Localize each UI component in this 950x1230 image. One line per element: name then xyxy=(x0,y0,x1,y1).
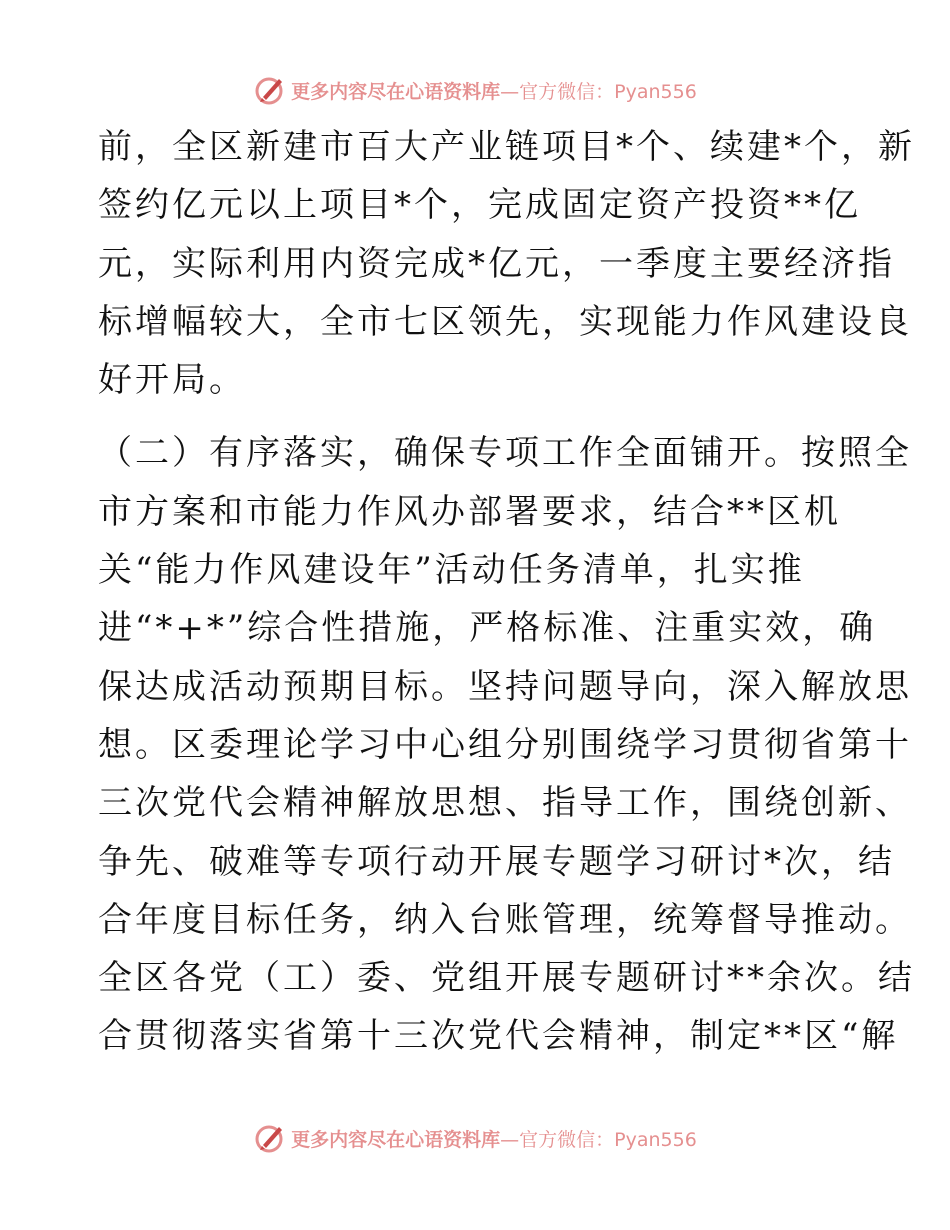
text-line: （二）有序落实，确保专项工作全面铺开。按照全 xyxy=(98,433,912,474)
text-line: 前，全区新建市百大产业链项目*个、续建*个，新 xyxy=(98,127,915,167)
text-line: 想。区委理论学习中心组分别围绕学习贯彻省第十 xyxy=(98,724,912,765)
text-line: 三次党代会精神解放思想、指导工作，围绕创新、 xyxy=(98,783,912,824)
header-watermark-banner xyxy=(0,70,950,110)
footer-watermark-banner xyxy=(0,1118,950,1158)
paragraph-spacer xyxy=(98,409,858,424)
text-line: 好开局。 xyxy=(98,360,246,401)
document-body xyxy=(98,118,915,1066)
quill-pen-seal-icon xyxy=(253,73,287,107)
text-line: 元，实际利用内资完成*亿元，一季度主要经济指 xyxy=(98,243,895,284)
text-line: 签约亿元以上项目*个，完成固定资产投资**亿 xyxy=(98,185,861,226)
watermark-text: 更多内容尽在心语资料库—官方微信：Pyan556 xyxy=(291,1128,697,1151)
text-line: 合年度目标任务，纳入台账管理，统筹督导推动。 xyxy=(98,899,912,940)
text-line: 合贯彻落实省第十三次党代会精神，制定**区“解 xyxy=(98,1016,899,1057)
text-line: 全区各党（工）委、党组开展专题研讨**余次。结 xyxy=(98,958,915,999)
text-line: 进“*+*”综合性措施，严格标准、注重实效，确 xyxy=(98,608,877,649)
paragraph-2 xyxy=(98,424,915,1065)
quill-pen-seal-icon xyxy=(253,1121,287,1155)
text-line: 市方案和市能力作风办部署要求，结合**区机 xyxy=(98,491,841,532)
watermark-text: 更多内容尽在心语资料库—官方微信：Pyan556 xyxy=(291,80,697,103)
text-line: 保达成活动预期目标。坚持问题导向，深入解放思 xyxy=(98,666,912,707)
text-line: 标增幅较大，全市七区领先，实现能力作风建设良 xyxy=(98,301,912,342)
text-line: 关“能力作风建设年”活动任务清单，扎实推 xyxy=(98,550,805,591)
paragraph-1 xyxy=(98,118,915,409)
text-line: 争先、破难等专项行动开展专题学习研讨*次，结 xyxy=(98,841,895,882)
